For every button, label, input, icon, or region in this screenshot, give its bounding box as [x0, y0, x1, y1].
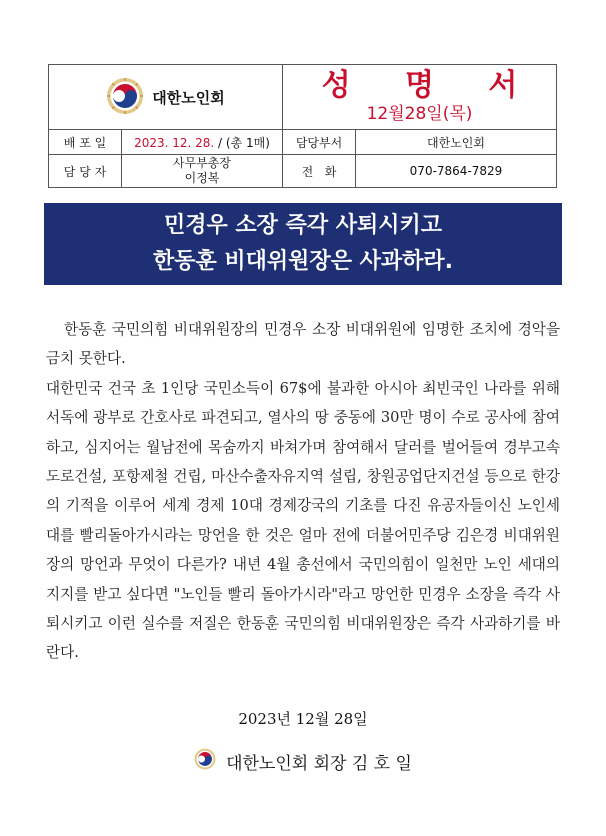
document-date: 12월28일(목)	[366, 104, 473, 124]
title-cell	[283, 65, 557, 130]
department-value: 대한노인회	[356, 130, 557, 155]
manager-value-cell	[122, 155, 283, 188]
manager-name: 이정복	[184, 171, 220, 185]
distribution-label: 배 포 일	[49, 130, 122, 155]
association-emblem-icon	[106, 77, 144, 118]
phone-label: 전 화	[283, 155, 356, 188]
statement-body	[46, 315, 560, 668]
distribution-value-cell	[122, 130, 283, 155]
manager-title: 사무부총장	[173, 156, 231, 170]
document-title: 성 명 서	[321, 68, 540, 103]
headline-banner	[44, 203, 562, 285]
statement-paragraph-2: 대한민국 건국 초 1인당 국민소득이 67$에 불과한 아시아 최빈국인 나라를 위해 서독에 광부로 간호사로 파견되고, 열사의 땅 중동에 30만 명이 수로 공사에 참여하고, 심지어는 월남전에 목숨까지 바쳐가며 참여해서 달러를 벌어들여 경부고속도로건설, 포항제철 건립, 마산수출자유지역 설립, 창원공업단지건설 등으로 한강의 기적을 이루어 세계 경제 10대 경제강국의 기초를 다진 유공자들이신 노인세대를 빨리돌아가시라는 망언을 한 것은 얼마 전에 더불어민주당 김은경 비대위원장의 망언과 무엇이 다른가? 내년 4월 총선에서 국민의힘이 일천만 노인 세대의 지지를 받고 싶다면 "노인들 빨리 돌아가시라"라고 망언한 민경우 소장을 즉각 사퇴시키고 이런 실수를 저질은 한동훈 국민의힘 비대위원장은 즉각 사과하기를 바란다.	[46, 379, 560, 662]
phone-value: 070-7864-7829	[356, 155, 557, 188]
headline-line-2: 한동훈 비대위원장은 사과하라.	[153, 249, 453, 274]
distribution-note: / (총 1매)	[214, 135, 270, 150]
distribution-date: 2023. 12. 28.	[134, 135, 215, 150]
signature-emblem-icon	[194, 748, 216, 775]
logo-cell	[49, 65, 283, 130]
header-table	[48, 64, 557, 188]
signature-date: 2023년 12월 28일	[238, 710, 368, 728]
manager-label: 담 당 자	[49, 155, 122, 188]
headline-line-1: 민경우 소장 즉각 사퇴시키고	[163, 213, 442, 238]
signature-block	[0, 748, 606, 775]
org-name: 대한노인회	[152, 88, 225, 107]
department-label: 담당부서	[283, 130, 356, 155]
statement-paragraph-1: 한동훈 국민의힘 비대위원장의 민경우 소장 비대위원에 임명한 조치에 경악을 금치 못한다.	[46, 321, 560, 368]
signature-name: 대한노인회 회장 김 호 일	[226, 754, 412, 774]
